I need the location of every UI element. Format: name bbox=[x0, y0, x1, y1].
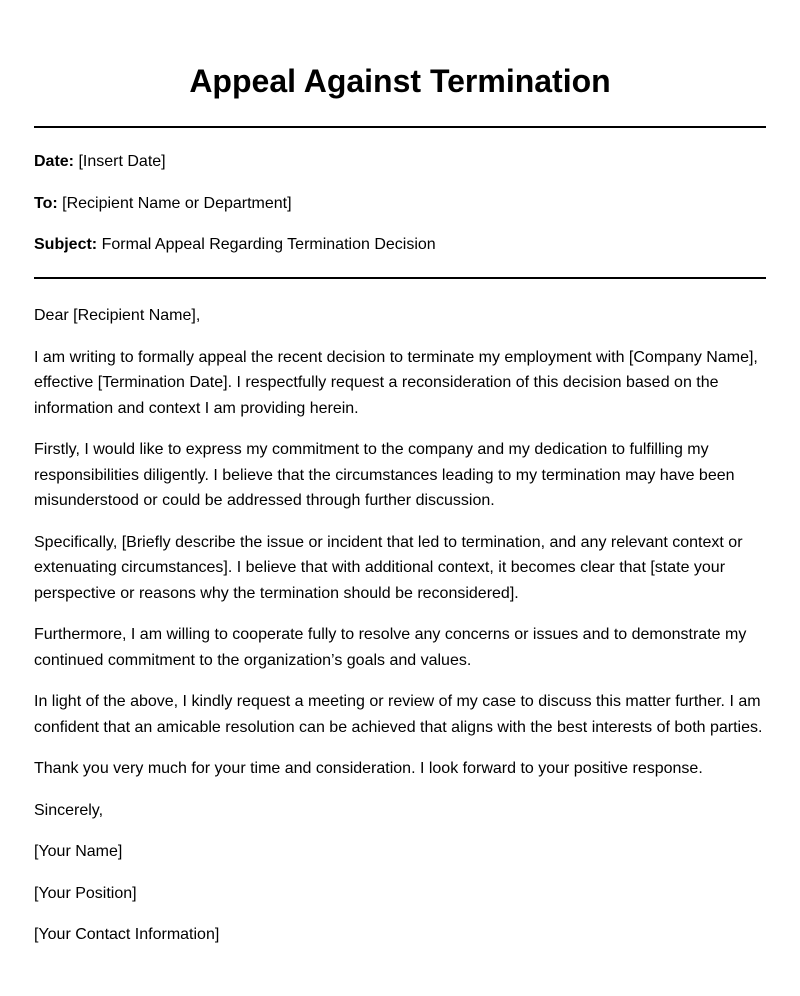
signature-position: [Your Position] bbox=[34, 884, 137, 902]
to-value: [Recipient Name or Department] bbox=[62, 194, 292, 212]
paragraph-request: In light of the above, I kindly request a meeting or review of my case to discuss this matter further. I am confident that an amicable resolution can be achieved that aligns with the best interests of both parties. bbox=[34, 693, 763, 736]
paragraph-specifics: Specifically, [Briefly describe the issue or incident that led to termination, and any relevant context or extenuating circumstances]. I believe that with additional context, it becomes clear that [state your perspective or reasons why the termination should be reconsidered]. bbox=[34, 533, 743, 602]
subject-label: Subject: bbox=[34, 236, 98, 253]
subject-value: Formal Appeal Regarding Termination Decision bbox=[101, 236, 436, 253]
letter-page bbox=[34, 0, 766, 964]
letter-meta bbox=[34, 128, 766, 255]
date-label: Date: bbox=[34, 153, 75, 170]
signature-contact: [Your Contact Information] bbox=[34, 926, 220, 943]
date-value: [Insert Date] bbox=[78, 153, 166, 170]
date-row bbox=[34, 152, 766, 172]
paragraph-cooperation: Furthermore, I am willing to cooperate fully to resolve any concerns or issues and to demonstrate my continued commitment to the organization’s goals and values. bbox=[34, 626, 747, 669]
paragraph-commitment: Firstly, I would like to express my commitment to the company and my dedication to fulfilling my responsibilities diligently. I believe that the circumstances leading to my termination may have been misunderstood or could be addressed through further discussion. bbox=[34, 441, 735, 509]
paragraph-thanks: Thank you very much for your time and consideration. I look forward to your positive response. bbox=[34, 760, 703, 777]
closing: Sincerely, bbox=[34, 801, 104, 819]
letter-body bbox=[34, 279, 766, 948]
document-title: Appeal Against Termination bbox=[189, 63, 611, 99]
to-label: To: bbox=[34, 194, 58, 212]
to-row bbox=[34, 194, 766, 214]
paragraph-intro: I am writing to formally appeal the recent decision to terminate my employment with [Company Name], effective [Termination Date]. I respectfully request a reconsideration of this decision based on the information and context I am providing herein. bbox=[34, 348, 758, 417]
salutation: Dear [Recipient Name], bbox=[34, 307, 201, 324]
signature-name: [Your Name] bbox=[34, 843, 123, 860]
subject-row bbox=[34, 235, 766, 255]
